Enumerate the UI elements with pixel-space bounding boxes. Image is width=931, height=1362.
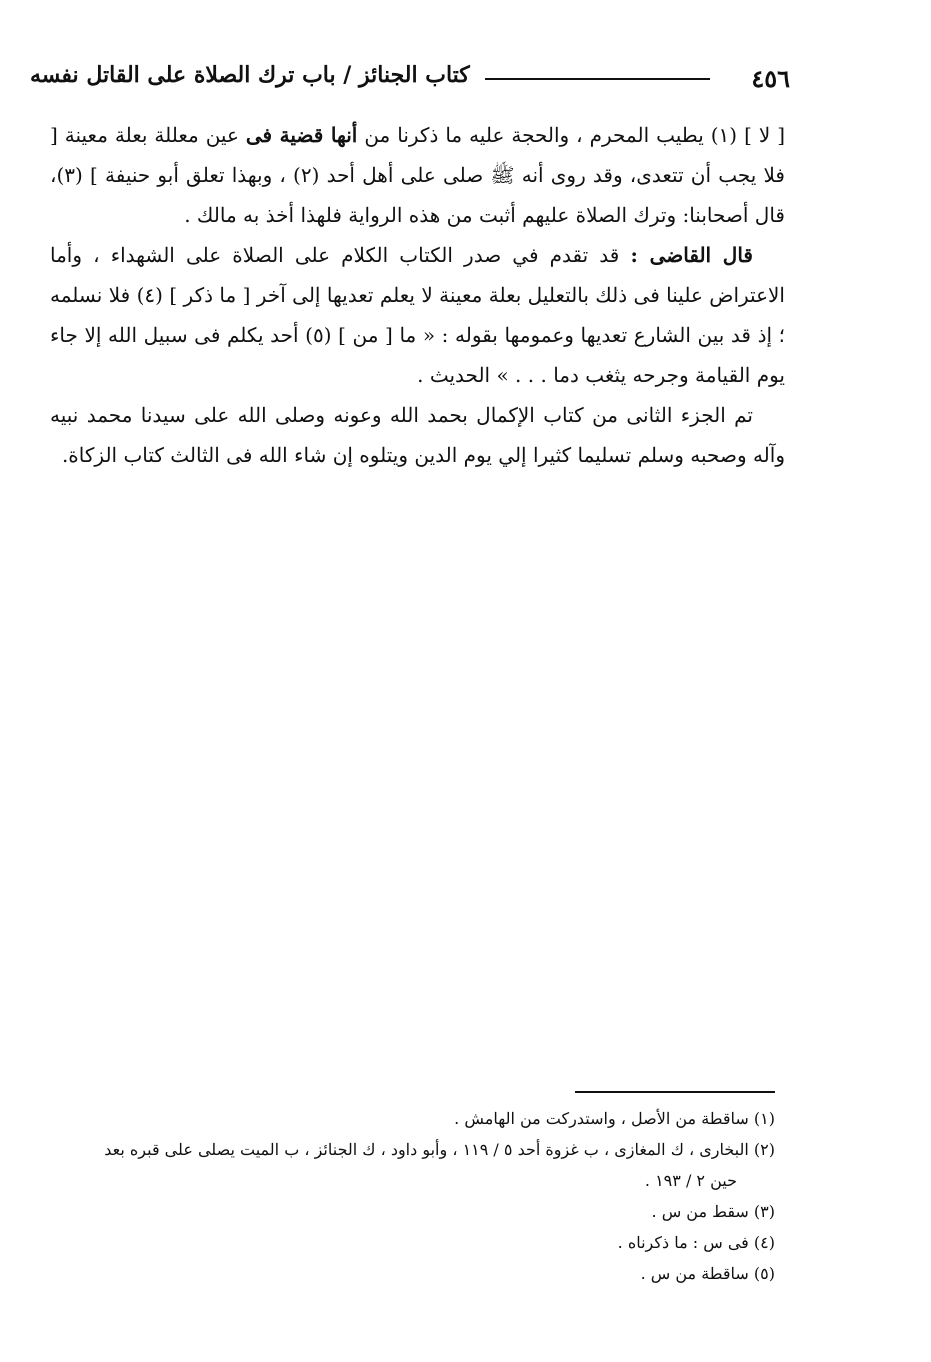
text-run: يطيب المحرم ، والحجة عليه ما ذكرنا من	[357, 123, 711, 147]
footnote-ref-4: (٤)	[136, 283, 163, 307]
footnotes	[40, 1103, 775, 1289]
text-run: ، قال أصحابنا: وترك الصلاة عليهم أثبت من هذه الرواية فلهذا أخذ به مالك .	[50, 163, 785, 227]
text-run: ، وبهذا تعلق أبو حنيفة ]	[82, 163, 294, 187]
speaker-label: قال القاضى :	[630, 243, 753, 267]
text-run: عين معللة بعلة معينة [ فلا يجب أن تتعدى، وقد روى أنه ﷺ صلى على أهل أحد	[50, 123, 785, 187]
footnote-ref-1: (١)	[710, 123, 738, 147]
footnote-4: (٤) فى س : ما ذكرناه .	[617, 1233, 775, 1252]
footnote-3: (٣) سقط من س .	[651, 1202, 775, 1221]
paragraph-3: تم الجزء الثانى من كتاب الإكمال بحمد الله وعونه وصلى الله على سيدنا محمد نبيه وآله وصحبه وسلم تسليما كثيرا إلي يوم الدين ويتلوه إن شاء الله فى الثالث كتاب الزكاة.	[50, 403, 785, 467]
bold-phrase: أنها قضية فى	[245, 123, 358, 147]
running-title: كتاب الجنائز / باب ترك الصلاة على القاتل نفسه	[30, 62, 470, 88]
page-header	[30, 60, 790, 96]
footnote-ref-2: (٢)	[293, 163, 320, 187]
footnote-ref-5: (٥)	[305, 323, 332, 347]
paragraph-2	[50, 235, 785, 395]
footnote-2-continued: حين ٢ / ١٩٣ .	[644, 1171, 737, 1190]
text-run: قد تقدم في صدر الكتاب الكلام على الصلاة على الشهداء ، وأما الاعتراض علينا فى ذلك بالتعليل بعلة معينة لا يعلم تعديها إلى آخر [ ما ذكر ]	[50, 243, 785, 307]
page-number: ٤٥٦	[751, 64, 790, 93]
paragraph-1	[50, 115, 785, 235]
text-run: [ لا ]	[737, 123, 786, 147]
text-run: فلا نسلمه ؛ إذ قد بين الشارع تعديها وعمومها بقوله : « ما [ من ]	[50, 283, 785, 347]
main-text	[50, 115, 785, 475]
footnote-rule	[575, 1091, 775, 1093]
footnote-5: (٥) ساقطة من س .	[640, 1264, 775, 1283]
footnote-1: (١) ساقطة من الأصل ، واستدركت من الهامش .	[454, 1109, 775, 1128]
header-rule	[485, 78, 710, 80]
footnote-ref-3: (٣)	[56, 163, 83, 187]
text-run: أحد يكلم فى سبيل الله إلا جاء يوم القيامة وجرحه يثغب دما . . . » الحديث .	[50, 323, 785, 387]
footnote-2: (٢) البخارى ، ك المغازى ، ب غزوة أحد ٥ / ١١٩ ، وأبو داود ، ك الجنائز ، ب الميت يصلى على قبره بعد	[104, 1140, 775, 1159]
